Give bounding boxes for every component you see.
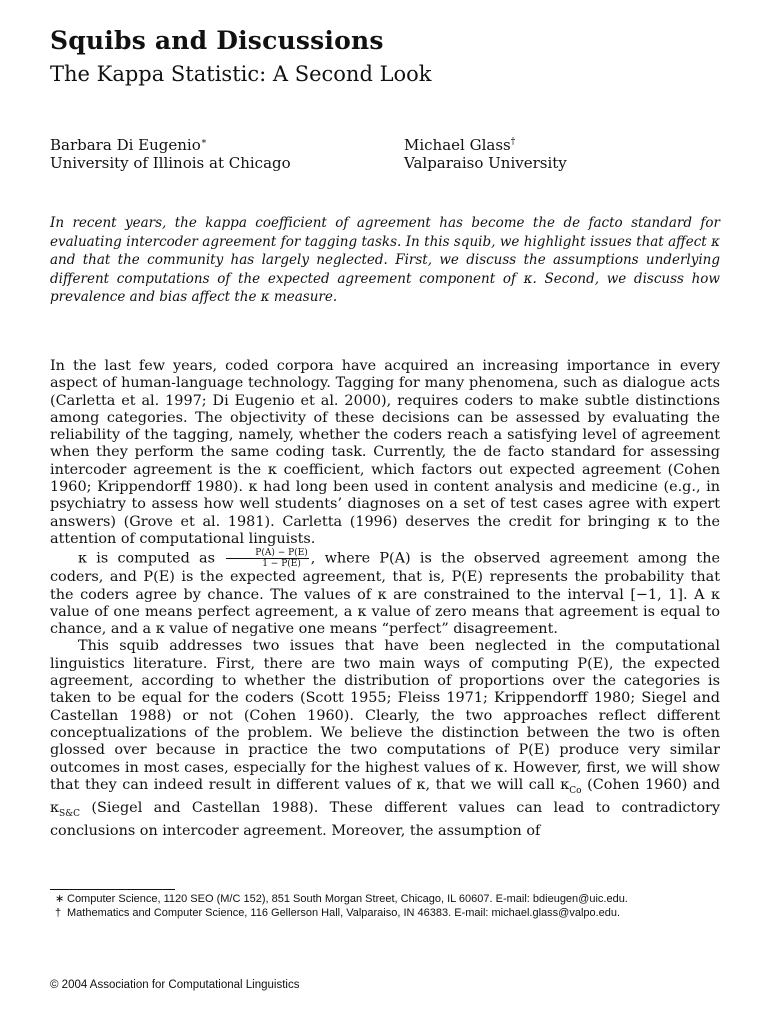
- author-affiliation-2: Valparaiso University: [404, 154, 567, 172]
- paragraph-1: In the last few years, coded corpora have acquired an increasing importance in every aspect of human-language technology. Tagging for many phenomena, such as dialogue acts (Carletta et al. 1997; Di Eugenio et al. 2000), requires coders to make subtle distinctions among categories. The objectivity of these decisions can be assessed by evaluating the reliability of the tagging, namely, whether the coders reach a satisfying level of agreement when they perform the same coding task. Currently, the de facto standard for assessing intercoder agreement is the κ coefficient, which factors out expected agreement (Cohen 1960; Krippendorff 1980). κ had long been used in content analysis and medicine (e.g., in psychiatry to assess how well students’ diagnoses on a set of test cases agree with expert answers) (Grove et al. 1981). Carletta (1996) deserves the credit for bringing κ to the attention of computational linguists.: [50, 358, 720, 547]
- footnote-2: [55, 907, 720, 921]
- paragraph-3-part-3: (Siegel and Castellan 1988). These different values can lead to contradictory conclusions on intercoder agreement. Moreover, the assumption of: [50, 800, 720, 840]
- paragraph-3: [50, 638, 720, 840]
- kappa-co-subscript: Co: [569, 785, 582, 796]
- author-block-1: [50, 136, 291, 172]
- footnotes: [55, 893, 720, 920]
- footnote-1: [55, 893, 720, 907]
- paragraph-3-part-2: (Cohen 1960) and κ: [50, 776, 720, 816]
- author-mark-1: ∗: [200, 137, 207, 147]
- author-name-1: Barbara Di Eugenio: [50, 136, 201, 154]
- paragraph-2-lead: κ is computed as: [78, 550, 216, 567]
- author-mark-2: †: [510, 137, 516, 147]
- author-affiliation-1: University of Illinois at Chicago: [50, 154, 291, 172]
- body-text: [50, 358, 720, 840]
- paper-title: The Kappa Statistic: A Second Look: [50, 62, 432, 86]
- section-title: Squibs and Discussions: [50, 26, 384, 55]
- footnote-2-text: Mathematics and Computer Science, 116 Gellerson Hall, Valparaiso, IN 46383. E-mail: michael.glass@valpo.edu.: [67, 906, 621, 919]
- copyright-notice: © 2004 Association for Computational Linguistics: [50, 979, 300, 991]
- paragraph-3-part-1: This squib addresses two issues that have been neglected in the computational linguistics literature. First, there are two main ways of computing P(E), the expected agreement, according to whether the distribution of proportions over the categories is taken to be equal for the coders (Scott 1955; Fleiss 1971; Krippendorff 1980; Siegel and Castellan 1988) or not (Cohen 1960). Clearly, the two approaches reflect different conceptualizations of the problem. We believe the distinction between the two is often glossed over because in practice the two computations of P(E) produce very similar outcomes in most cases, especially for the highest values of κ. However, first, we will show that they can indeed result in different values of κ, that we will call κ: [50, 638, 720, 793]
- author-name-2: Michael Glass: [404, 136, 511, 154]
- footnote-2-mark: †: [55, 906, 62, 919]
- paragraph-2: [50, 548, 720, 638]
- kappa-formula: [226, 548, 309, 569]
- kappa-sc-subscript: S&C: [59, 808, 81, 819]
- formula-denominator: 1 − P(E): [262, 559, 301, 570]
- author-block-2: [404, 136, 567, 172]
- paragraph-2-rest: , where P(A) is the observed agreement among the coders, and P(E) is the expected agreement, that is, P(E) represents the probability that the coders agree by chance. The values of κ are constrained to the interval [−1, 1]. A κ value of one means perfect agreement, a κ value of zero means that agreement is equal to chance, and a κ value of negative one means “perfect” disagreement.: [50, 550, 720, 638]
- footnote-1-text: Computer Science, 1120 SEO (M/C 152), 851 South Morgan Street, Chicago, IL 60607. E-mail: bdieugen@uic.edu.: [67, 893, 628, 905]
- footnote-1-mark: ∗: [55, 893, 65, 905]
- formula-numerator: P(A) − P(E): [226, 548, 309, 559]
- footnote-rule: [50, 889, 175, 890]
- abstract: In recent years, the kappa coefficient of agreement has become the de facto standard for evaluating intercoder agreement for tagging tasks. In this squib, we highlight issues that affect κ and that the community has largely neglected. First, we discuss the assumptions underlying different computations of the expected agreement component of κ. Second, we discuss how prevalence and bias affect the κ measure.: [50, 215, 720, 306]
